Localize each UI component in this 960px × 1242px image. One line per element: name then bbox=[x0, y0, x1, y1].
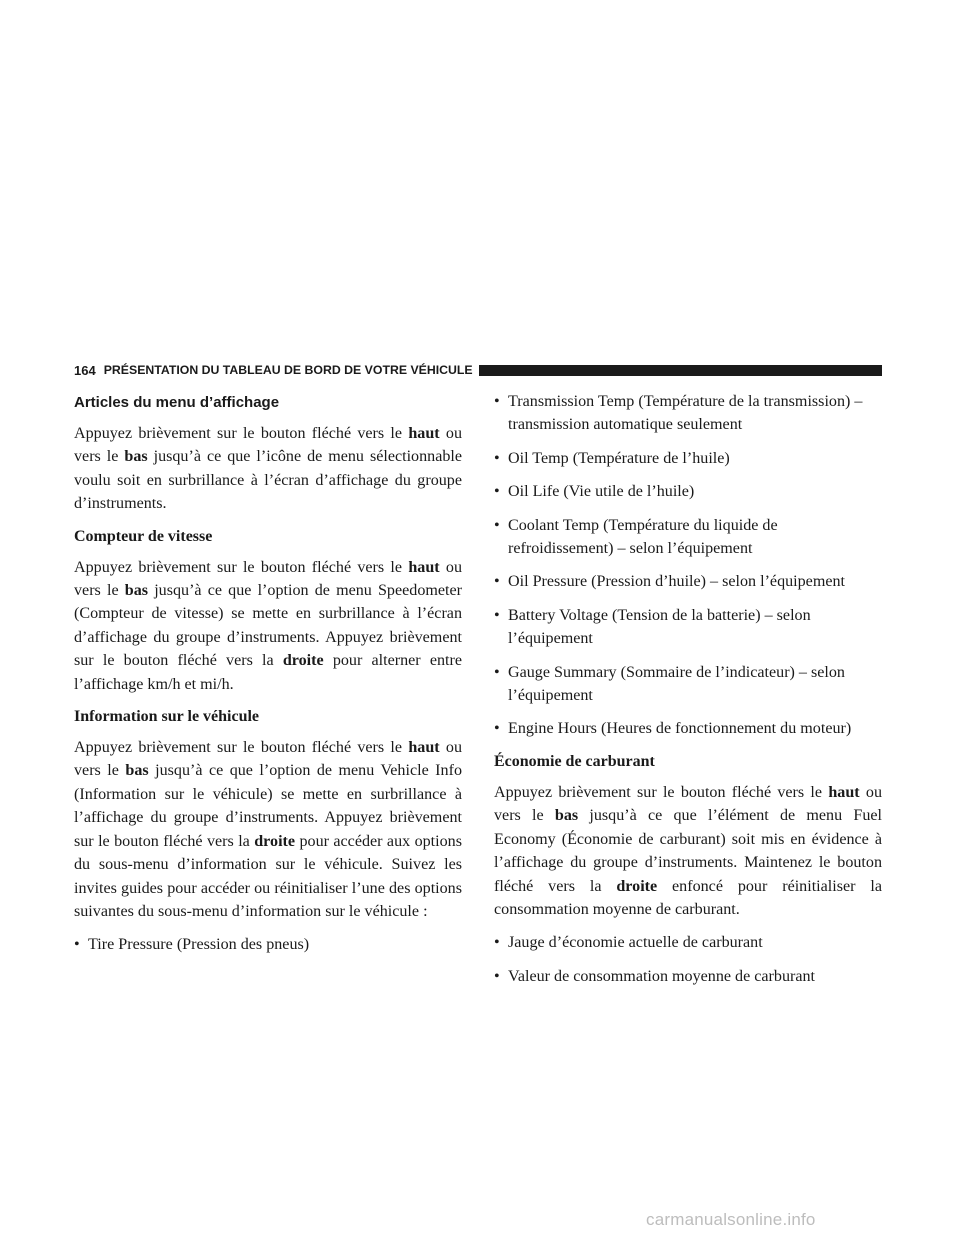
subheading-speedometer: Compteur de vitesse bbox=[74, 527, 213, 545]
running-section-title: PRÉSENTATION DU TABLEAU DE BORD DE VOTRE VÉHICULE bbox=[103, 363, 473, 377]
list-item: • Tire Pressure (Pression des pneus) bbox=[74, 933, 462, 956]
list-item: • Valeur de consommation moyenne de carburant bbox=[494, 965, 882, 988]
section-heading-display-menu: Articles du menu d’affichage bbox=[74, 394, 280, 411]
watermark: carmanualsonline.info bbox=[646, 1210, 816, 1229]
list-item: • Transmission Temp (Température de la transmission) – transmission automatique seulement bbox=[494, 390, 882, 437]
list-item: • Coolant Temp (Température du liquide de refroidissement) – selon l’équipement bbox=[494, 514, 882, 561]
fuel-economy-paragraph: Appuyez brièvement sur le bouton fléché vers le haut ou vers le bas jusqu’à ce que l’élément de menu Fuel Economy (Économie de carburant) soit mis en évidence à l’affichage du groupe d’instruments. Maintenez le bouton fléché vers la droite enfoncé pour réinitialiser la consommation moyenne de carburant. bbox=[494, 783, 882, 918]
list-item: • Oil Temp (Température de l’huile) bbox=[494, 447, 882, 470]
subheading-fuel-economy: Économie de carburant bbox=[494, 752, 655, 770]
page-number: 164 bbox=[74, 362, 96, 378]
vehicle-info-list-continued bbox=[494, 390, 882, 741]
left-column bbox=[74, 390, 462, 967]
page-header bbox=[74, 362, 882, 378]
vehicle-info-paragraph: Appuyez brièvement sur le bouton fléché vers le haut ou vers le bas jusqu’à ce que l’option de menu Vehicle Info (Information sur le véhicule) se mette en surbrillance à l’affichage du groupe d’instruments. Appuyez brièvement sur le bouton fléché vers la droite pour accéder aux options du sous-menu d’information sur le véhicule. Suivez les invites guides pour accéder ou réinitialiser l’une des options suivantes du sous-menu d’information sur le véhicule : bbox=[74, 739, 462, 920]
speedometer-paragraph: Appuyez brièvement sur le bouton fléché vers le haut ou vers le bas jusqu’à ce que l’option de menu Speedometer (Compteur de vitesse) se mette en surbrillance à l’écran d’affichage du groupe d’instruments. Appuyez brièvement sur le bouton fléché vers la droite pour alterner entre l’affichage km/h et mi/h. bbox=[74, 558, 462, 693]
list-item: • Battery Voltage (Tension de la batterie) – selon l’équipement bbox=[494, 604, 882, 651]
intro-paragraph: Appuyez brièvement sur le bouton fléché vers le haut ou vers le bas jusqu’à ce que l’icône de menu sélectionnable voulu soit en surbrillance à l’écran d’affichage du groupe d’instruments. bbox=[74, 425, 462, 513]
list-item: • Oil Pressure (Pression d’huile) – selon l’équipement bbox=[494, 570, 882, 593]
fuel-economy-list bbox=[494, 931, 882, 988]
list-item: • Engine Hours (Heures de fonctionnement du moteur) bbox=[494, 717, 882, 740]
list-item: • Jauge d’économie actuelle de carburant bbox=[494, 931, 882, 954]
list-item: • Gauge Summary (Sommaire de l’indicateur) – selon l’équipement bbox=[494, 661, 882, 708]
list-item: • Oil Life (Vie utile de l’huile) bbox=[494, 480, 882, 503]
subheading-vehicle-info: Information sur le véhicule bbox=[74, 708, 260, 726]
header-rule bbox=[479, 365, 882, 376]
vehicle-info-list bbox=[74, 933, 462, 956]
right-column bbox=[494, 390, 882, 998]
